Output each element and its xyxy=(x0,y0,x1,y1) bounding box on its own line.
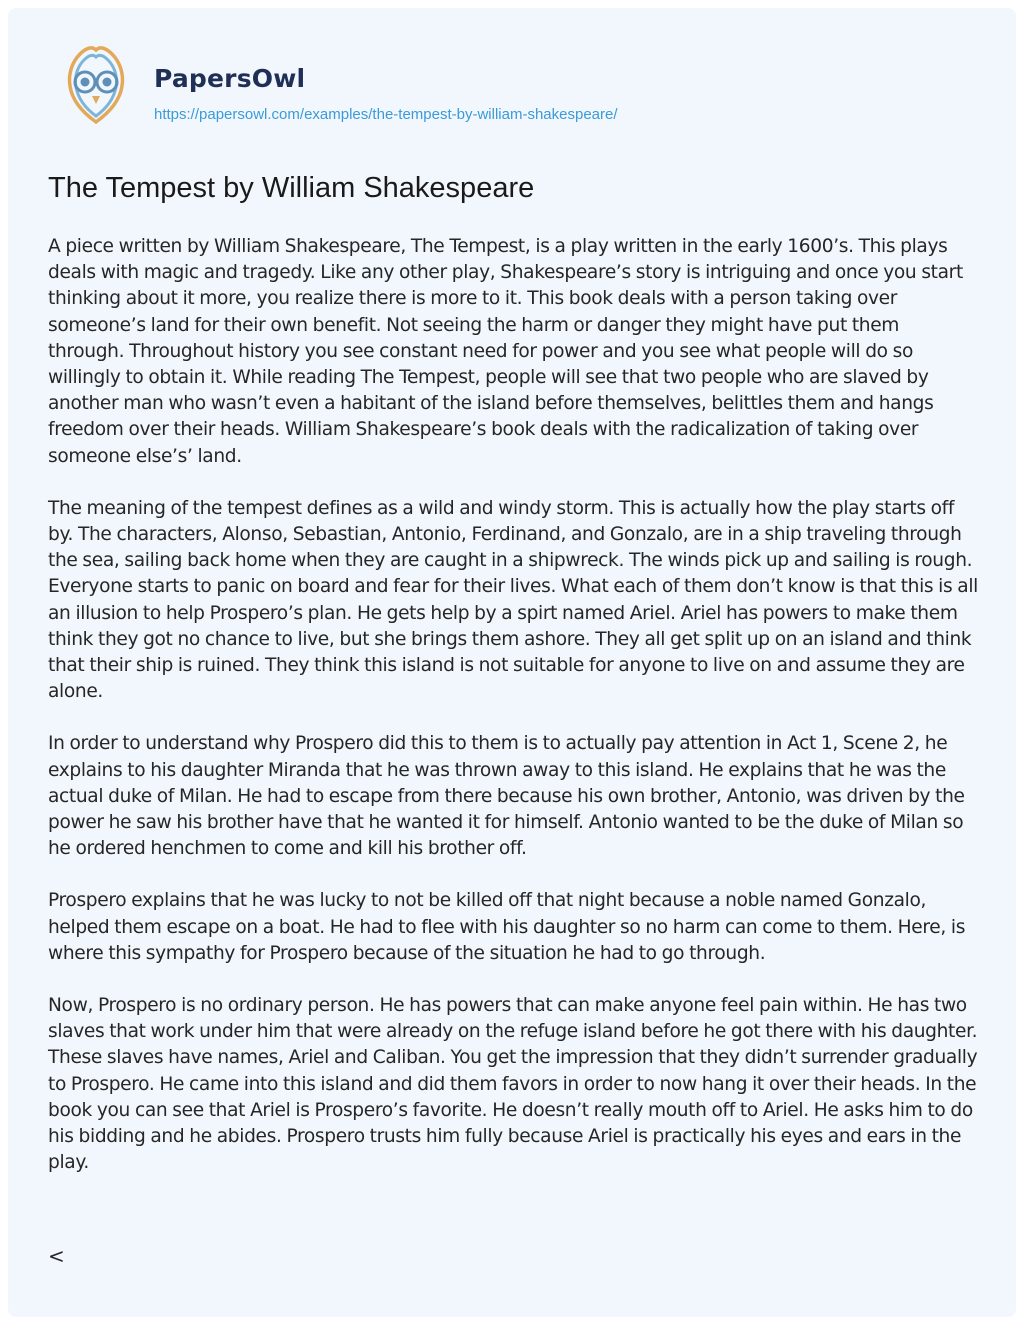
site-header xyxy=(52,36,972,132)
paragraph: A piece written by William Shakespeare, The Tempest, is a play written in the early 1600’s. This plays deals with magic and tragedy. Like any other play, Shakespeare’s story is intriguing and once you start thinking about it more, you realize there is more to it. This book deals with a person taking over someone’s land for their own benefit. Not seeing the harm or danger they might have put them through. Throughout history you see constant need for power and you see what people will do so willingly to obtain it. While reading The Tempest, people will see that two people who are slaved by another man who wasn’t even a habitant of the island before themselves, belittles them and hangs freedom over their heads. William Shakespeare’s book deals with the radicalization of taking over someone else’s’ land. xyxy=(48,236,963,467)
page-title: The Tempest by William Shakespeare xyxy=(48,172,535,204)
source-url-link[interactable]: https://papersowl.com/examples/the-tempest-by-william-shakespeare/ xyxy=(154,106,618,123)
paragraph: Now, Prospero is no ordinary person. He has powers that can make anyone feel pain within. He has two slaves that work under him that were already on the refuge island before he got there with his daughter. These slaves have names, Ariel and Caliban. You get the impression that they didn’t surrender gradually to Prospero. He came into this island and did them favors in order to now hang it over their heads. In the book you can see that Ariel is Prospero’s favorite. He doesn’t really mouth off to Ariel. He asks him to do his bidding and he abides. Prospero trusts him fully because Ariel is practically his eyes and ears in the play. xyxy=(48,995,978,1174)
owl-logo-icon xyxy=(52,38,140,126)
paragraph: Prospero explains that he was lucky to not be killed off that night because a noble named Gonzalo, helped them escape on a boat. He had to flee with his daughter so no harm can come to them. Here, is where this sympathy for Prospero because of the situation he had to go through. xyxy=(48,890,966,964)
paragraph: The meaning of the tempest defines as a wild and windy storm. This is actually how the play starts off by. The characters, Alonso, Sebastian, Antonio, Ferdinand, and Gonzalo, are in a ship traveling through the sea, sailing back home when they are caught in a shipwreck. The winds pick up and sailing is rough. Everyone starts to panic on board and fear for their lives. What each of them don’t know is that this is all an illusion to help Prospero’s plan. He gets help by a spirt named Ariel. Ariel has powers to make them think they got no chance to live, but she brings them ashore. They all get split up on an island and think that their ship is ruined. They think this island is not suitable for anyone to live on and assume they are alone. xyxy=(48,497,978,703)
article-body xyxy=(48,234,980,1203)
brand-name[interactable]: PapersOwl xyxy=(154,64,306,93)
paragraph: In order to understand why Prospero did this to them is to actually pay attention in Act 1, Scene 2, he explains to his daughter Miranda that he was thrown away to this island. He explains that he was the actual duke of Milan. He had to escape from there because his own brother, Antonio, was driven by the power he saw his brother have that he wanted it for himself. Antonio wanted to be the duke of Milan so he ordered henchmen to come and kill his brother off. xyxy=(48,733,965,860)
document-page xyxy=(8,8,1016,1317)
prev-page-button[interactable]: < xyxy=(48,1244,65,1268)
